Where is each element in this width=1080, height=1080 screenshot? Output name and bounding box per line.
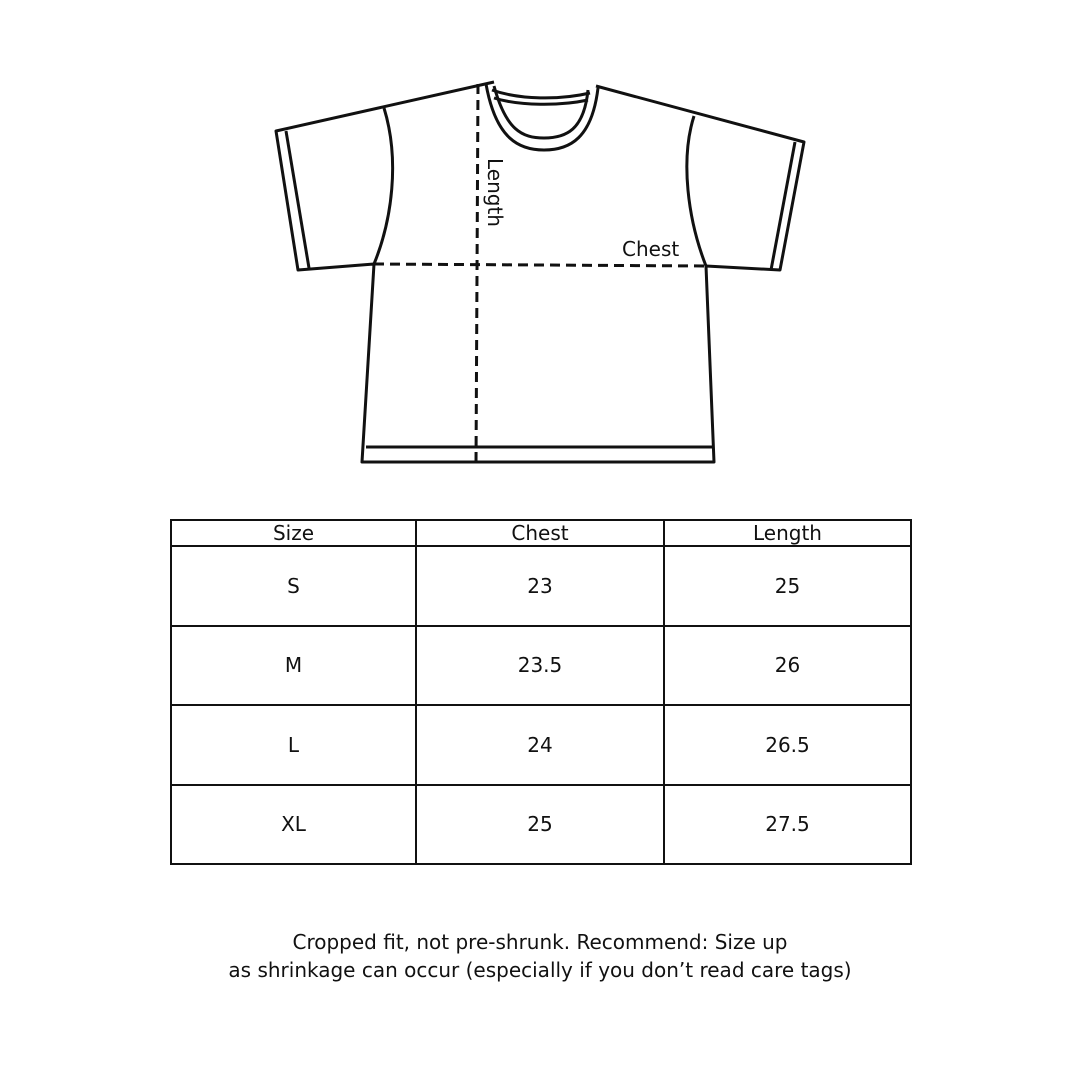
length-measure-line: [476, 84, 478, 464]
chest-cell: 24: [416, 705, 664, 785]
chest-cell: 23.5: [416, 626, 664, 706]
chest-cell: 25: [416, 785, 664, 865]
collar-band: [492, 90, 590, 98]
table-header-row: [171, 520, 911, 546]
length-label: Length: [483, 158, 507, 227]
size-cell: L: [171, 705, 416, 785]
table-row: [171, 546, 911, 626]
chest-measure-line: [374, 264, 706, 266]
chest-label: Chest: [622, 237, 680, 261]
header-chest: Chest: [416, 520, 664, 546]
header-length: Length: [664, 520, 911, 546]
header-size: Size: [171, 520, 416, 546]
size-cell: XL: [171, 785, 416, 865]
length-cell: 26: [664, 626, 911, 706]
length-cell: 25: [664, 546, 911, 626]
chest-cell: 23: [416, 546, 664, 626]
size-cell: M: [171, 626, 416, 706]
size-cell: S: [171, 546, 416, 626]
tshirt-diagram: [0, 0, 1080, 480]
fit-note-line-1: Cropped fit, not pre-shrunk. Recommend: Size up: [292, 930, 788, 954]
right-armhole-seam: [687, 116, 706, 266]
table-row: [171, 626, 911, 706]
table-row: [171, 785, 911, 865]
left-armhole-seam: [374, 108, 393, 264]
table-row: [171, 705, 911, 785]
fit-note-line-2: as shrinkage can occur (especially if you don’t read care tags): [228, 958, 852, 982]
length-cell: 27.5: [664, 785, 911, 865]
fit-note: [140, 928, 940, 984]
left-sleeve-cuff: [286, 131, 309, 268]
length-cell: 26.5: [664, 705, 911, 785]
size-chart-table: [170, 519, 912, 865]
